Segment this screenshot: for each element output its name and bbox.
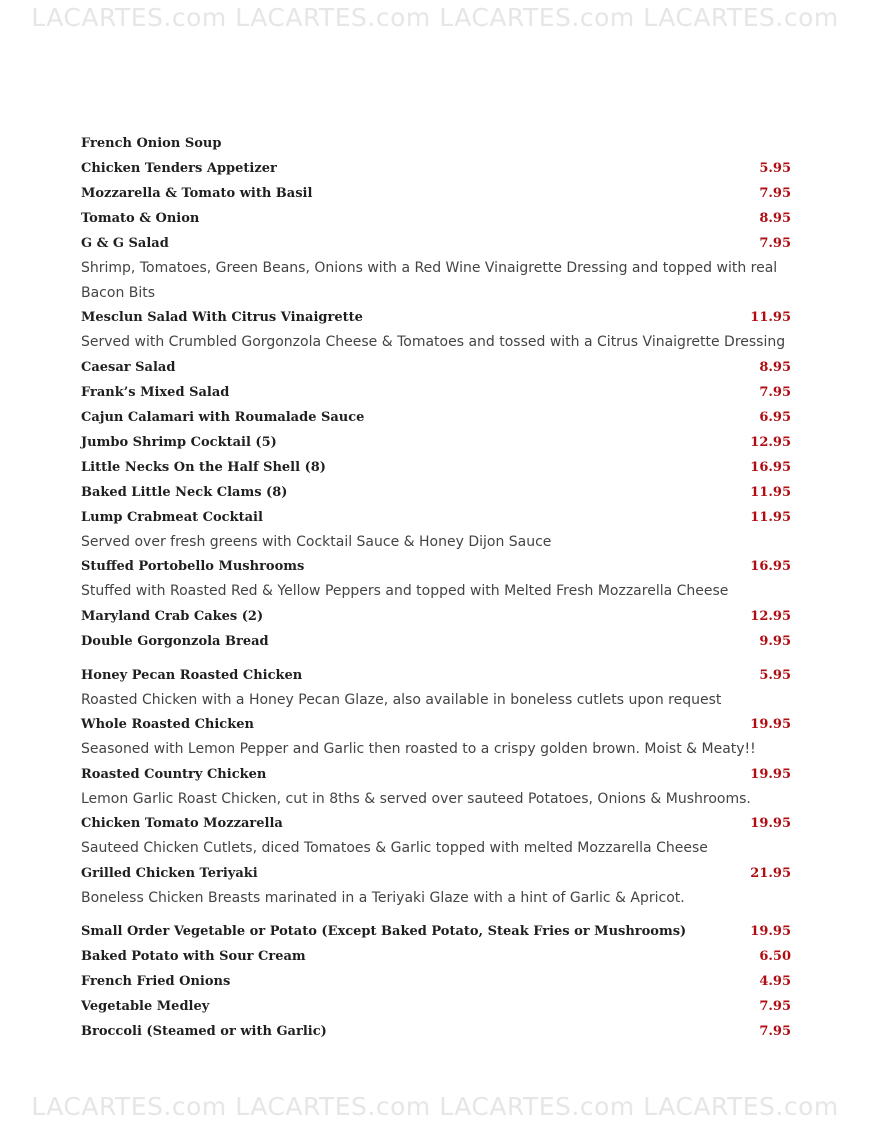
menu-item-price: 19.95 bbox=[750, 924, 791, 939]
menu-item-price: 6.50 bbox=[759, 949, 791, 964]
menu-item bbox=[81, 944, 791, 969]
menu-item-description: Served with Crumbled Gorgonzola Cheese & Tomatoes and tossed with a Citrus Vinaigrette Dressing bbox=[81, 334, 786, 350]
menu-item-price: 12.95 bbox=[750, 608, 791, 624]
menu-item-name: Roasted Country Chicken bbox=[81, 766, 267, 782]
menu-item bbox=[81, 355, 791, 380]
menu-item bbox=[81, 1019, 791, 1044]
menu-item-name: Double Gorgonzola Bread bbox=[81, 633, 269, 649]
menu-item-price: 7.95 bbox=[759, 1024, 791, 1039]
menu-section bbox=[81, 131, 791, 654]
menu-item-description: Served over fresh greens with Cocktail Sauce & Honey Dijon Sauce bbox=[81, 533, 552, 550]
menu-item-price: 11.95 bbox=[750, 509, 791, 525]
menu-item-name: Honey Pecan Roasted Chicken bbox=[81, 667, 303, 683]
menu-item bbox=[81, 156, 791, 181]
menu-item-description: Lemon Garlic Roast Chicken, cut in 8ths & served over sauteed Potatoes, Onions & Mushrooms. bbox=[81, 790, 751, 807]
menu-item-price: 21.95 bbox=[750, 865, 791, 881]
menu-item bbox=[81, 231, 791, 256]
menu-item bbox=[81, 919, 791, 944]
menu-item-price: 7.95 bbox=[759, 186, 791, 201]
menu-item-name: Tomato & Onion bbox=[81, 211, 200, 226]
menu-item-price: 11.95 bbox=[750, 484, 791, 500]
menu-item-name: Baked Little Neck Clams (8) bbox=[81, 484, 288, 500]
menu-item bbox=[81, 994, 791, 1019]
menu-item-description: Shrimp, Tomatoes, Green Beans, Onions with a Red Wine Vinaigrette Dressing and topped with real Bacon Bits bbox=[81, 260, 778, 301]
menu-item bbox=[81, 505, 791, 530]
menu-item-description: Stuffed with Roasted Red & Yellow Peppers and topped with Melted Fresh Mozzarella Cheese bbox=[81, 583, 729, 599]
menu-item-name: Baked Potato with Sour Cream bbox=[81, 949, 306, 964]
watermark-top: LACARTES.com LACARTES.com LACARTES.com LACARTES.com bbox=[31, 3, 839, 32]
menu-item-description: Roasted Chicken with a Honey Pecan Glaze, also available in boneless cutlets upon request bbox=[81, 691, 722, 708]
menu-item-price: 8.95 bbox=[759, 359, 791, 375]
menu-item-name: Lump Crabmeat Cocktail bbox=[81, 509, 263, 525]
menu-item-price: 5.95 bbox=[759, 161, 791, 176]
menu-item-description: Seasoned with Lemon Pepper and Garlic then roasted to a crispy golden brown. Moist & Meaty!! bbox=[81, 741, 756, 757]
menu-item-price: 11.95 bbox=[750, 310, 791, 325]
menu-item-name: Vegetable Medley bbox=[81, 999, 210, 1014]
menu-item bbox=[81, 762, 791, 787]
menu-item-price: 8.95 bbox=[759, 211, 791, 226]
menu-item-price: 6.95 bbox=[759, 409, 791, 425]
menu-item-name: French Onion Soup bbox=[81, 136, 222, 151]
menu-item bbox=[81, 712, 791, 737]
menu-item-name: Whole Roasted Chicken bbox=[81, 717, 254, 732]
menu-item-price: 5.95 bbox=[759, 667, 791, 683]
menu-item-price: 7.95 bbox=[759, 384, 791, 400]
menu-item-price: 19.95 bbox=[750, 816, 791, 831]
menu-item-price: 9.95 bbox=[759, 633, 791, 649]
menu-item-name: Jumbo Shrimp Cocktail (5) bbox=[81, 434, 277, 450]
menu-item-name: Caesar Salad bbox=[81, 359, 176, 375]
menu-item-description: Boneless Chicken Breasts marinated in a Teriyaki Glaze with a hint of Garlic & Apricot. bbox=[81, 889, 685, 906]
menu-item-name: Maryland Crab Cakes (2) bbox=[81, 608, 264, 624]
menu-item-name: Grilled Chicken Teriyaki bbox=[81, 865, 258, 881]
menu-item-name: Little Necks On the Half Shell (8) bbox=[81, 459, 326, 475]
menu-item bbox=[81, 629, 791, 654]
menu-item bbox=[81, 663, 791, 688]
menu-item-name: Stuffed Portobello Mushrooms bbox=[81, 559, 305, 574]
menu-section bbox=[81, 663, 791, 911]
menu-item bbox=[81, 131, 791, 156]
menu-item-price: 4.95 bbox=[759, 974, 791, 989]
menu-item bbox=[81, 480, 791, 505]
menu-item bbox=[81, 455, 791, 480]
menu-item-price: 19.95 bbox=[750, 717, 791, 732]
menu-item bbox=[81, 430, 791, 455]
menu-item bbox=[81, 554, 791, 579]
menu-item-price: 7.95 bbox=[759, 999, 791, 1014]
menu-item-name: Mesclun Salad With Citrus Vinaigrette bbox=[81, 310, 363, 325]
menu-item-name: Mozzarella & Tomato with Basil bbox=[81, 186, 313, 201]
menu-item-description: Sauteed Chicken Cutlets, diced Tomatoes & Garlic topped with melted Mozzarella Cheese bbox=[81, 840, 708, 856]
menu-item-name: G & G Salad bbox=[81, 236, 169, 251]
menu-item-name: Cajun Calamari with Roumalade Sauce bbox=[81, 409, 365, 425]
menu-item-price: 16.95 bbox=[750, 559, 791, 574]
menu-item bbox=[81, 604, 791, 629]
menu-item-name: Chicken Tomato Mozzarella bbox=[81, 816, 283, 831]
menu-item-price: 7.95 bbox=[759, 236, 791, 251]
menu-item bbox=[81, 206, 791, 231]
menu-item bbox=[81, 811, 791, 836]
menu-item bbox=[81, 305, 791, 330]
menu-item-price: 19.95 bbox=[750, 766, 791, 782]
menu-item bbox=[81, 405, 791, 430]
menu-item bbox=[81, 380, 791, 405]
menu-item-name: Frank’s Mixed Salad bbox=[81, 384, 230, 400]
menu-item bbox=[81, 861, 791, 886]
menu-item-price: 16.95 bbox=[750, 459, 791, 475]
menu-item-name: Broccoli (Steamed or with Garlic) bbox=[81, 1024, 327, 1039]
menu-item-name: Small Order Vegetable or Potato (Except Baked Potato, Steak Fries or Mushrooms) bbox=[81, 924, 687, 939]
watermark-bottom: LACARTES.com LACARTES.com LACARTES.com LACARTES.com bbox=[31, 1092, 839, 1121]
menu-item bbox=[81, 969, 791, 994]
menu-item-price: 12.95 bbox=[750, 434, 791, 450]
menu-list bbox=[81, 131, 791, 1044]
menu-section bbox=[81, 919, 791, 1044]
menu-item-name: Chicken Tenders Appetizer bbox=[81, 161, 277, 176]
menu-item bbox=[81, 181, 791, 206]
menu-item-name: French Fried Onions bbox=[81, 974, 231, 989]
